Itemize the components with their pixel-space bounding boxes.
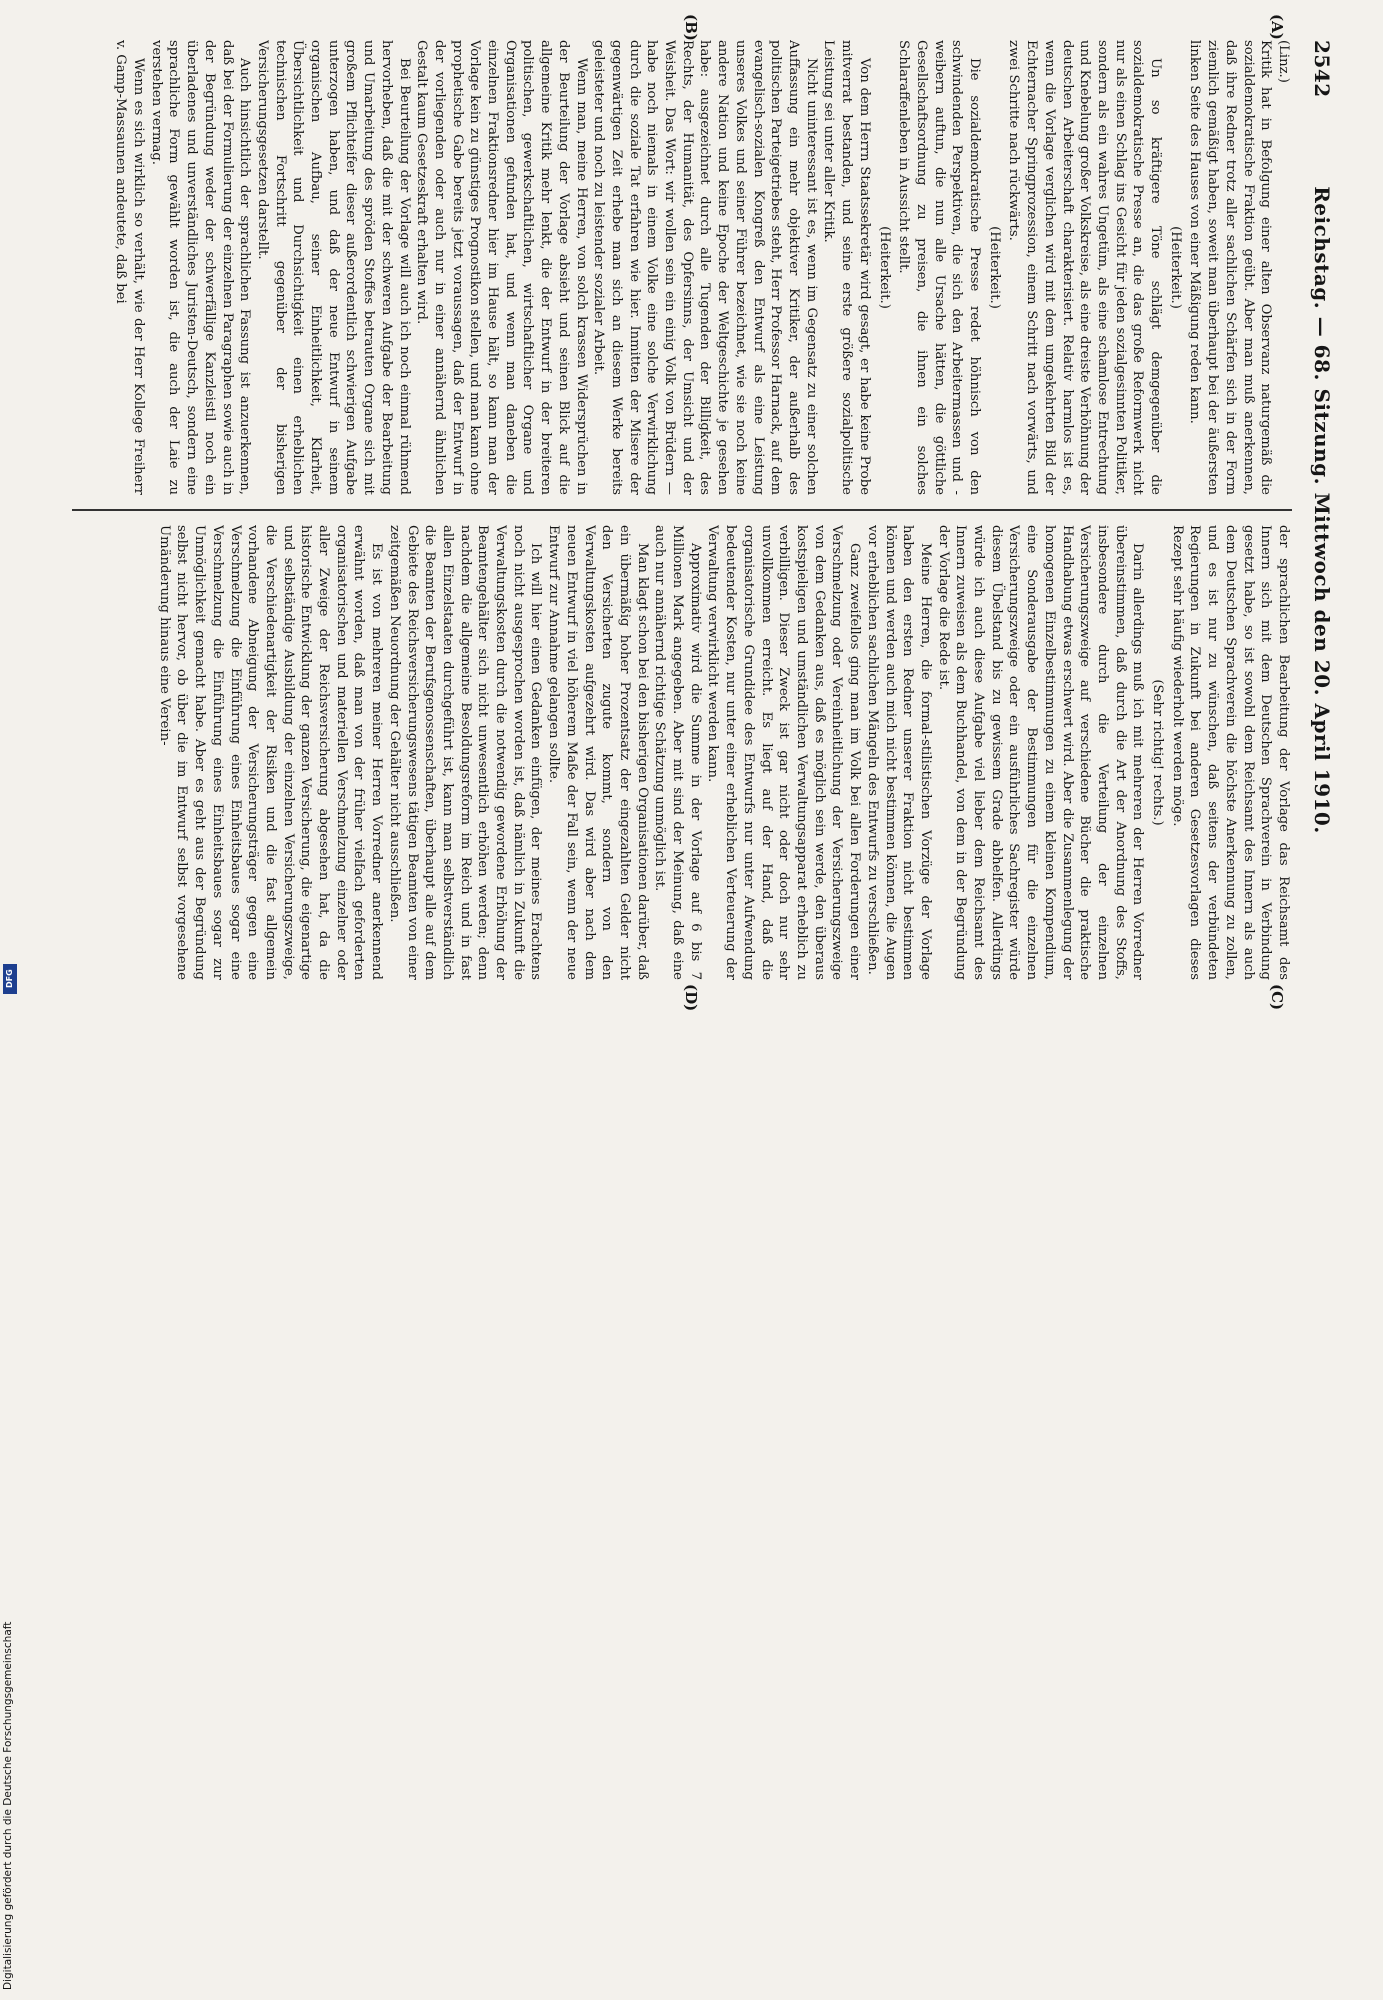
paragraph: Kritik hat in Befolgung einer alten Observanz naturgemäß die sozialdemokratische Fraktion geübt. Aber man muß anerkennen, daß ihre Redner trotz aller sachlichen Schärfen sich in der Form ziemlich gemäßigt haben, soweit man überhaupt bei der äußersten linken Seite des Hauses von einer Mäßigung reden kann. [1187, 40, 1274, 495]
left-column [72, 40, 1292, 495]
digitization-credit: Digitalisierung gefördert durch die Deutsche Forschungsgemeinschaft [2, 1621, 14, 1990]
paragraph: Ganz zweifellos ging man im Volk bei allen Forderungen einer Verschmelzung oder Vereinheitlichung der Versicherungszweige von dem Gedanken aus, daß es möglich sein werde, den überaus kostspieligen und umständlichen Verwaltungsapparat erheblich zu verbilligen. Dieser Zweck ist gar nicht oder doch nur sehr unvollkommen erreicht. Es liegt auf der Hand, daß die organisatorische Grundidee des Entwurfs nur unter Aufwendung bedeutender Kosten, nur unter einer erheblichen Verteuerung der Verwaltung verwirklicht werden kann. [705, 525, 863, 980]
margin-letter-a: (A) [1268, 14, 1286, 40]
paragraph: Auch hinsichtlich der sprachlichen Fassung ist anzuerkennen, daß bei der Formulierung der einzelnen Paragraphen sowie auch in der Begründung weder der schwerfällige Kanzleistil noch ein überladenes und unverständliches Juristen-Deutsch, sondern eine sprachliche Form gewählt worden ist, die auch der Laie zu verstehen vermag. [148, 40, 253, 495]
margin-letter-d: (D) [682, 984, 700, 1012]
paragraph: Approximativ wird die Summe in der Vorlage auf 6 bis 7 Millionen Mark angegeben. Aber mit sind der Meinung, daß eine auch nur annähernd richtige Schätzung unmöglich ist. [652, 525, 703, 980]
interjection: (Heiterkeit.) [876, 226, 892, 309]
paragraph: Die sozialdemokratische Presse redet höhnisch von den schwindenden Perspektiven, die sich den Arbeitermassen und -weibern auftun, die nun alle Ursache hätten, die göttliche Gesellschaftsordnung zu preisen, die ihnen ein solches Schlaraffenleben in Aussicht stellt. [896, 40, 983, 495]
page-number: 2542 [1310, 40, 1334, 98]
margin-letter-c: (C) [1268, 984, 1286, 1011]
paragraph: Darin allerdings muß ich mit mehreren der Herren Vorredner übereinstimmen, daß durch die Art der Anordnung des Stoffs, insbesondere durch die Verteilung der einzelnen Versicherungszweige auf verschiedene Bücher die praktische Handhabung etwas erschwert wird. Aber die Zusammenlegung der homogenen Einzelbestimmungen zu einem kleinen Kompendium, eine Sonderausgabe der Bestimmungen für die einzelnen Versicherungszweige oder ein ausführliches Sachregister würde diesem Übelstand bis zu gewissem Grade abhelfen. Allerdings würde ich auch diese Aufgabe viel lieber dem Reichsamt des Innern zuweisen als dem Buchhandel, von dem in der Begründung der Vorlage die Rede ist. [935, 525, 1146, 980]
paragraph: Meine Herren, die formal-stilistischen Vorzüge der Vorlage haben den ersten Redner unserer Fraktion nicht bestimmen können und werden auch mich nicht bestimmen können, die Augen vor erheblichen sachlichen Mängeln des Entwurfs zu verschließen. [864, 525, 933, 980]
paragraph: Nicht uninteressant ist es, wenn im Gegensatz zu einer solchen Auffassung ein mehr objektiver Kritiker, der außerhalb des politischen Parteigetriebes steht, Herr Professor Harnack, auf dem evangelisch-sozialen Kongreß den Entwurf als eine Leistung unseres Volkes und seiner Führer bezeichnet, wie sie noch keine andere Nation und keine Epoche der Weltgeschichte je gesehen habe: ausgezeichnet durch alle Tugenden der Billigkeit, des Rechts, der Humanität, des Opfersinns, der Umsicht und der Weisheit. Das Wort: wir wollen sein ein einig Volk von Brüdern — habe noch niemals in einem Volke eine solche Verwirklichung durch die soziale Tat erfahren wie hier. Inmitten der Misere der gegenwärtigen Zeit erhebe man sich an diesem Werke bereits geleisteter und noch zu leistender sozialer Arbeit. [591, 40, 819, 495]
paragraph: Ich will hier einen Gedanken einfügen, der meines Erachtens noch nicht ausgesprochen worden ist, daß nämlich in Zukunft die Verwaltungskosten durch die notwendig gewordene Erhöhung der Beamtengehälter sich nicht unwesentlich erhöhen werden; denn nachdem die allgemeine Besoldungsreform im Reich und in fast allen Einzelstaaten durchgeführt ist, kann man selbstverständlich die Beamten der Berufsgenossenschaften, überhaupt alle auf dem Gebiete des Reichsversicherungswesens tätigen Beamten von einer zeitgemäßen Neuordnung der Gehälter nicht ausschließen. [386, 525, 544, 980]
paragraph: Un so kräftigere Töne schlägt demgegenüber die sozialdemokratische Presse an, die das große Reformwerk nicht nur als einen Schlag ins Gesicht für jeden sozialgesinnten Politiker, sondern als ein wahres Ungetüm, als eine schamlose Entrechtung und Knebelung großer Volkskreise, als eine dreiste Verhöhnung der deutschen Arbeiterschaft charakterisiert. Relativ harmlos ist es, wenn die Vorlage verglichen wird mit dem umgekehrten Bild der Echternacher Springprozession, einem Schritt nach vorwärts, und zwei Schritte nach rückwärts. [1006, 40, 1164, 495]
paragraph: Wenn es sich wirklich so verhält, wie der Herr Kollege Freiherr v. Gamp-Massaunen andeutete, daß bei [113, 40, 146, 495]
paragraph: Bei Beurteilung der Vorlage will auch ich noch einmal rühmend hervorheben, daß die mit der schweren Aufgabe der Bearbeitung und Umarbeitung des spröden Stoffes betrauten Organe sich mit großem Pflichteifer dieser außerordentlich schwierigen Aufgabe unterzogen haben, und daß der neue Entwurf in seinem organischen Aufbau, seiner Einheitlichkeit, Klarheit, Übersichtlichkeit und Durchsichtigkeit einen erheblichen technischen Fortschritt gegenüber der bisherigen Versicherungsgesetzen darstellt. [254, 40, 412, 495]
speaker-tag: (Linz.) [1276, 40, 1291, 83]
right-column [72, 525, 1292, 980]
paragraph: Es ist von mehreren meiner Herren Vorredner anerkennend erwähnt worden, daß man von der früher vielfach geforderten organisatorischen und materiellen Verschmelzung einzelner oder aller Zweige der Reichsversicherung abgesehen hat, da die historische Entwicklung der ganzen Versicherung, die eigenartige und selbständige Ausbildung der einzelnen Versicherungszweige, die Verschiedenartigkeit der Risiken und die fast allgemein vorhandene Abneigung der Versicherungsträger gegen eine Verschmelzung die Einführung eines Einheitsbaues sogar eine Verschmelzung die Einführung eines Einheitsbaues sogar zur Unmöglichkeit gemacht habe. Aber es geht aus der Begründung selbst nicht hervor, ob über die im Entwurf selbst vorgesehene Umänderung hinaus eine Verein- [156, 525, 385, 980]
interjection: (Heiterkeit.) [986, 226, 1002, 309]
page-title: Reichstag. — 68. Sitzung. Mittwoch den 20. April 1910. [1310, 186, 1334, 834]
interjection: (Heiterkeit.) [1167, 226, 1183, 309]
page-header [1300, 40, 1340, 980]
digitization-footer [0, 1000, 20, 2000]
paragraph: Von dem Herrn Staatssekretär wird gesagt, er habe keine Probe mitverrat bestanden, und seine erste größere sozialpolitische Leistung sei unter aller Kritik. [821, 40, 872, 495]
paragraph: Man klagt schon bei den bisherigen Organisationen darüber, daß ein übermäßig hoher Prozentsatz der eingezahlten Gelder nicht den Versicherten zugute kommt, sondern von den Verwaltungskosten aufgezehrt wird. Das wird aber nach dem neuen Entwurf in viel höherem Maße der Fall sein, wenn der neue Entwurf zur Annahme gelangen sollte. [546, 525, 650, 980]
dfg-logo: DFG [3, 964, 17, 994]
margin-letter-b: (B) [682, 14, 700, 41]
paragraph: Wenn man, meine Herren, von solch krassen Widersprüchen in der Beurteilung der Vorlage absieht und seinen Blick auf die allgemeine Kritik mehr lenkt, die der Entwurf in der breiteren politischen, gewerkschaftlichen, wirtschaftlicher Organe und Organisationen gefunden hat, und wenn man daneben die einzelnen Fraktionsredner hier im Hause hält, so kann man der Vorlage kein zu günstiges Prognostikon stellen, und man kann ohne prophetische Gabe bereits jetzt voraussagen, daß der Entwurf in der vorliegenden oder auch nur in einer annähernd ähnlichen Gestalt kaum Gesetzeskraft erhalten wird. [414, 40, 589, 495]
column-divider [72, 509, 1292, 511]
interjection: (Sehr richtig! rechts.) [1150, 679, 1166, 826]
paragraph: der sprachlichen Bearbeitung der Vorlage das Reichsamt des Innern sich mit dem Deutschen Sprachverein in Verbindung gesetzt habe, so ist sowohl dem Reichsamt des Innern als auch dem Deutschen Sprachverein die höchste Anerkennung zu zollen, und es ist nur zu wünschen, daß seitens der verbündeten Regierungen in Zukunft bei anderen Gesetzesvorlagen dieses Rezept sehr häufig wiederholt werden möge. [1169, 525, 1291, 980]
document-page [60, 14, 1340, 1012]
